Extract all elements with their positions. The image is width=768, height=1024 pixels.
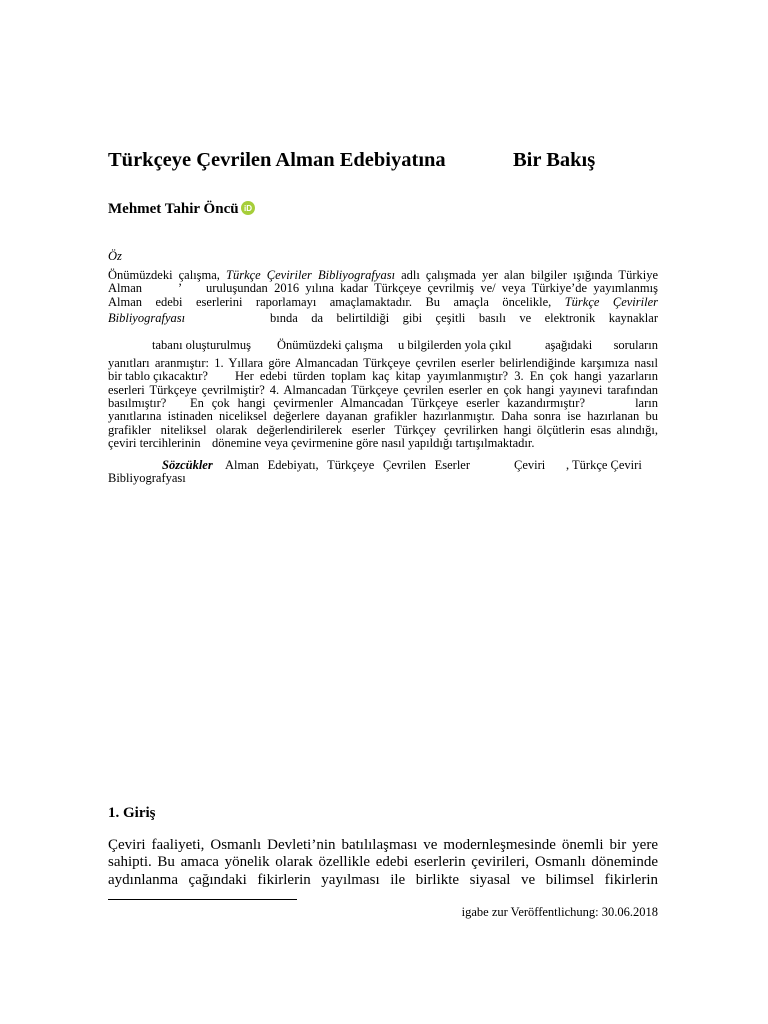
keywords-label: Sözcükler [162,458,213,472]
abstract-line-11-start: grafikler niteliksel olarak değerlendirilerek eserler Türkçey [108,423,436,437]
body-line-2: sahipti. Bu amaca yönelik olarak özellikle edebi eserlerin çevirileri, Osmanlı döneminde [108,854,658,870]
abstract-line-11-end: çevrilirken hangi ölçütlerin esas alındığı, [444,423,658,437]
abstract-line-9-end: ların [635,396,658,410]
body-line-1: Çeviri faaliyeti, Osmanlı Devleti’nin batılılaşması ve modernleşmesinde önemli bir yere [108,837,658,853]
orcid-icon[interactable] [241,201,255,215]
abstract-line-3-text: Alman edebi eserlerini raporlamayı amaçlamaktadır. Bu amaçla öncelikle, [108,295,552,309]
abstract-line-10: yanıtlarına istinaden niceliksel değerlere dayanan grafikler hazırlanmıştır. Daha sonra ise hazırlanan bu [108,409,658,423]
abstract-line-4-rest: bında da belirtildiği gibi çeşitli basılı ve elektronik kaynaklar [270,311,658,325]
abstract-line-9-middle: En çok hangi çevirmenler Almancadan Türkçeye eserler kazandırmıştır? [190,396,585,410]
abstract-line-8: eserleri Türkçeye çevrilmiştir? 4. Almancadan Türkçeye çevrilen eserler en çok hangi yayınevi tarafından [108,383,658,397]
abstract-line-9-start: basılmıştır? [108,396,167,410]
abstract-line-5-part-4: aşağıdaki soruların [545,338,658,352]
abstract-line-4-italic: Bibliyografyası [108,311,186,325]
abstract-line-6: yanıtları aranmıştır: 1. Yıllara göre Almancadan Türkçeye çevrilen eserler belirlendiğinde karşımıza nasıl [108,356,658,370]
abstract-line-12-end: dönemine veya çevirmenine göre nasıl yapıldığı tartışılmaktadır. [212,436,535,450]
keywords-part-2: Çeviri [514,458,546,472]
abstract-line-5-part-1: tabanı oluşturulmuş [152,338,251,352]
abstract-line-3-italic: Türkçe Çeviriler [564,295,658,309]
section-heading: 1. Giriş [108,805,156,821]
abstract-line-7-rest: Her edebi türden toplam kaç kitap yayımlanmıştır? 3. En çok hangi yazarların [235,369,658,383]
body-line-3: aydınlanma çağındaki fikirlerin yayılması ile birlikte siyasal ve bilimsel fikirlerin [108,872,658,888]
abstract-line-1-italic: Türkçe Çeviriler Bibliyografyası [226,268,396,282]
footnote-divider [108,899,297,900]
abstract-line-2-start: Alman [108,281,143,295]
abstract-line-1-text-end: adlı çalışmada yer alan bilgiler ışığında Türkiye [401,268,658,282]
abstract-line-2-rest: uruluşundan 2016 yılına kadar Türkçeye çevrilmiş ve/ veya Türkiye’de yayımlanmış [206,281,658,295]
footnote-text: igabe zur Veröffentlichung: 30.06.2018 [461,905,658,919]
keywords-part-3: , Türkçe Çeviri [566,458,642,472]
abstract-line-1-text: Önümüzdeki çalışma, [108,268,220,282]
author-name: Mehmet Tahir Öncü [108,201,239,217]
abstract-heading: Öz [108,249,122,263]
author-line [108,200,255,218]
orcid-label: iD [243,204,252,213]
keywords-part-4: Bibliyografyası [108,471,186,485]
abstract-line-2-apostrophe: ’ [178,281,183,295]
abstract-line-7-start: bir tablo çıkacaktır? [108,369,208,383]
abstract-line-12-start: çeviri tercihlerinin [108,436,201,450]
abstract-line-5-part-3: u bilgilerden yola çıkıl [398,338,512,352]
paper-title-tail: Bir Bakış [513,149,596,171]
abstract-line-5-part-2: Önümüzdeki çalışma [277,338,383,352]
abstract-line-3 [108,294,658,310]
keywords-part-1: Alman Edebiyatı, Türkçeye Çevrilen Eserler [225,458,470,472]
paper-title: Türkçeye Çevrilen Alman Edebiyatına [108,149,446,171]
